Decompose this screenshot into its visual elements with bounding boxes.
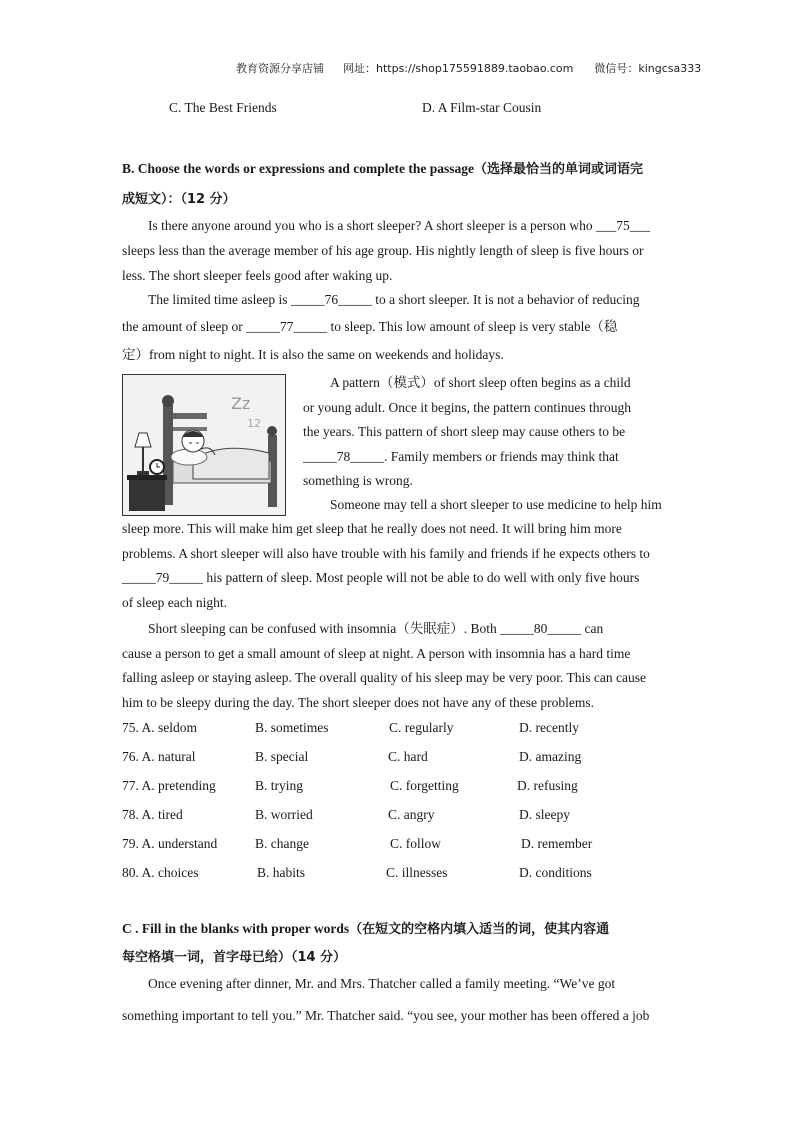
passage-line: cause a person to get a small amount of sleep at night. A person with insomnia has a hard time xyxy=(122,646,631,661)
prev-option-c: C. The Best Friends xyxy=(169,100,277,115)
bed-scene-icon xyxy=(123,375,285,515)
passage-line: _____78_____. Family members or friends may think that xyxy=(303,449,619,464)
question-80-a: 80. A. choices xyxy=(122,865,199,880)
wechat-label: 微信号： xyxy=(594,62,639,75)
question-79-d: D. remember xyxy=(521,836,593,851)
passage-line: something is wrong. xyxy=(303,473,413,488)
passage-line: something important to tell you.” Mr. Thatcher said. “you see, your mother has been offered a job xyxy=(122,1008,650,1023)
passage-line: A pattern（模式）of short sleep often begins as a child xyxy=(330,375,631,390)
question-75-c: C. regularly xyxy=(389,720,454,735)
section-b-title-en: B. Choose the words or expressions and complete the passage xyxy=(122,161,475,176)
passage-line: Is there anyone around you who is a short sleeper? A short sleeper is a person who ___75___ xyxy=(148,218,651,233)
passage-line: the years. This pattern of short sleep may cause others to be xyxy=(303,424,626,439)
prev-option-d: D. A Film-star Cousin xyxy=(422,100,542,115)
shop-name: 教育资源分享店铺 xyxy=(236,62,324,75)
question-77-a: 77. A. pretending xyxy=(122,778,216,793)
passage-line: 定）from night to night. It is also the same on weekends and holidays. xyxy=(122,347,504,362)
passage-line: The limited time asleep is _____76_____ to a short sleeper. It is not a behavior of reducing xyxy=(148,292,640,307)
question-76-c: C. hard xyxy=(388,749,428,764)
question-77-d: D. refusing xyxy=(517,778,578,793)
question-76-b: B. special xyxy=(255,749,309,764)
header-bar xyxy=(236,60,701,76)
passage-line: _____79_____ his pattern of sleep. Most people will not be able to do well with only five hours xyxy=(122,570,640,585)
passage-line: falling asleep or staying asleep. The overall quality of his sleep may be very poor. This can cause xyxy=(122,670,646,685)
section-b-title-cn-1: （选择最恰当的单词或词语完 xyxy=(474,162,644,177)
question-75-b: B. sometimes xyxy=(255,720,329,735)
question-78-a: 78. A. tired xyxy=(122,807,183,822)
question-79-c: C. follow xyxy=(390,836,442,851)
passage-line: of sleep each night. xyxy=(122,595,227,610)
section-c-heading xyxy=(122,918,609,939)
sleeping-child-illustration xyxy=(122,374,286,516)
question-80-c: C. illnesses xyxy=(386,865,448,880)
section-c-title-cn-2: 每空格填一词，首字母已给）（14 分） xyxy=(122,950,347,965)
passage-line: Someone may tell a short sleeper to use medicine to help him xyxy=(330,497,662,512)
passage-line: him to be sleepy during the day. The short sleeper does not have any of these problems. xyxy=(122,695,595,710)
question-78-b: B. worried xyxy=(255,807,313,822)
section-b-title-cn-2: 成短文）：（12 分） xyxy=(122,192,236,207)
passage-line: Once evening after dinner, Mr. and Mrs. Thatcher called a family meeting. “We’ve got xyxy=(148,976,616,991)
svg-text:12: 12 xyxy=(247,417,261,430)
question-80-b: B. habits xyxy=(257,865,306,880)
shop-url[interactable]: https://shop175591889.taobao.com xyxy=(376,62,574,75)
question-78-d: D. sleepy xyxy=(519,807,570,822)
passage-line: sleep more. This will make him get sleep that he really does not need. It will bring him more xyxy=(122,521,622,536)
question-79-a: 79. A. understand xyxy=(122,836,218,851)
wechat-id: kingcsa333 xyxy=(638,62,702,75)
passage-line: problems. A short sleeper will also have trouble with his family and friends if he expects others to xyxy=(122,546,650,561)
question-78-c: C. angry xyxy=(388,807,435,822)
question-80-d: D. conditions xyxy=(519,865,592,880)
section-b-heading xyxy=(122,158,643,179)
zz-mark: Zz xyxy=(231,394,251,413)
question-76-a: 76. A. natural xyxy=(122,749,196,764)
passage-line: sleeps less than the average member of his age group. His nightly length of sleep is five hours or xyxy=(122,243,644,258)
question-76-d: D. amazing xyxy=(519,749,582,764)
question-75-a: 75. A. seldom xyxy=(122,720,198,735)
passage-line: or young adult. Once it begins, the pattern continues through xyxy=(303,400,632,415)
question-77-c: C. forgetting xyxy=(390,778,459,793)
passage-line: Short sleeping can be confused with insomnia（失眠症）. Both _____80_____ can xyxy=(148,621,604,636)
question-77-b: B. trying xyxy=(255,778,304,793)
section-c-title-en: C . Fill in the blanks with proper words xyxy=(122,921,350,936)
section-c-title-cn-1: （在短文的空格内填入适当的词，使其内容通 xyxy=(349,922,610,937)
question-75-d: D. recently xyxy=(519,720,579,735)
question-79-b: B. change xyxy=(255,836,309,851)
url-label: 网址： xyxy=(343,62,376,75)
passage-line: the amount of sleep or _____77_____ to sleep. This low amount of sleep is very stable（稳 xyxy=(122,319,618,334)
passage-line: less. The short sleeper feels good after waking up. xyxy=(122,268,393,283)
